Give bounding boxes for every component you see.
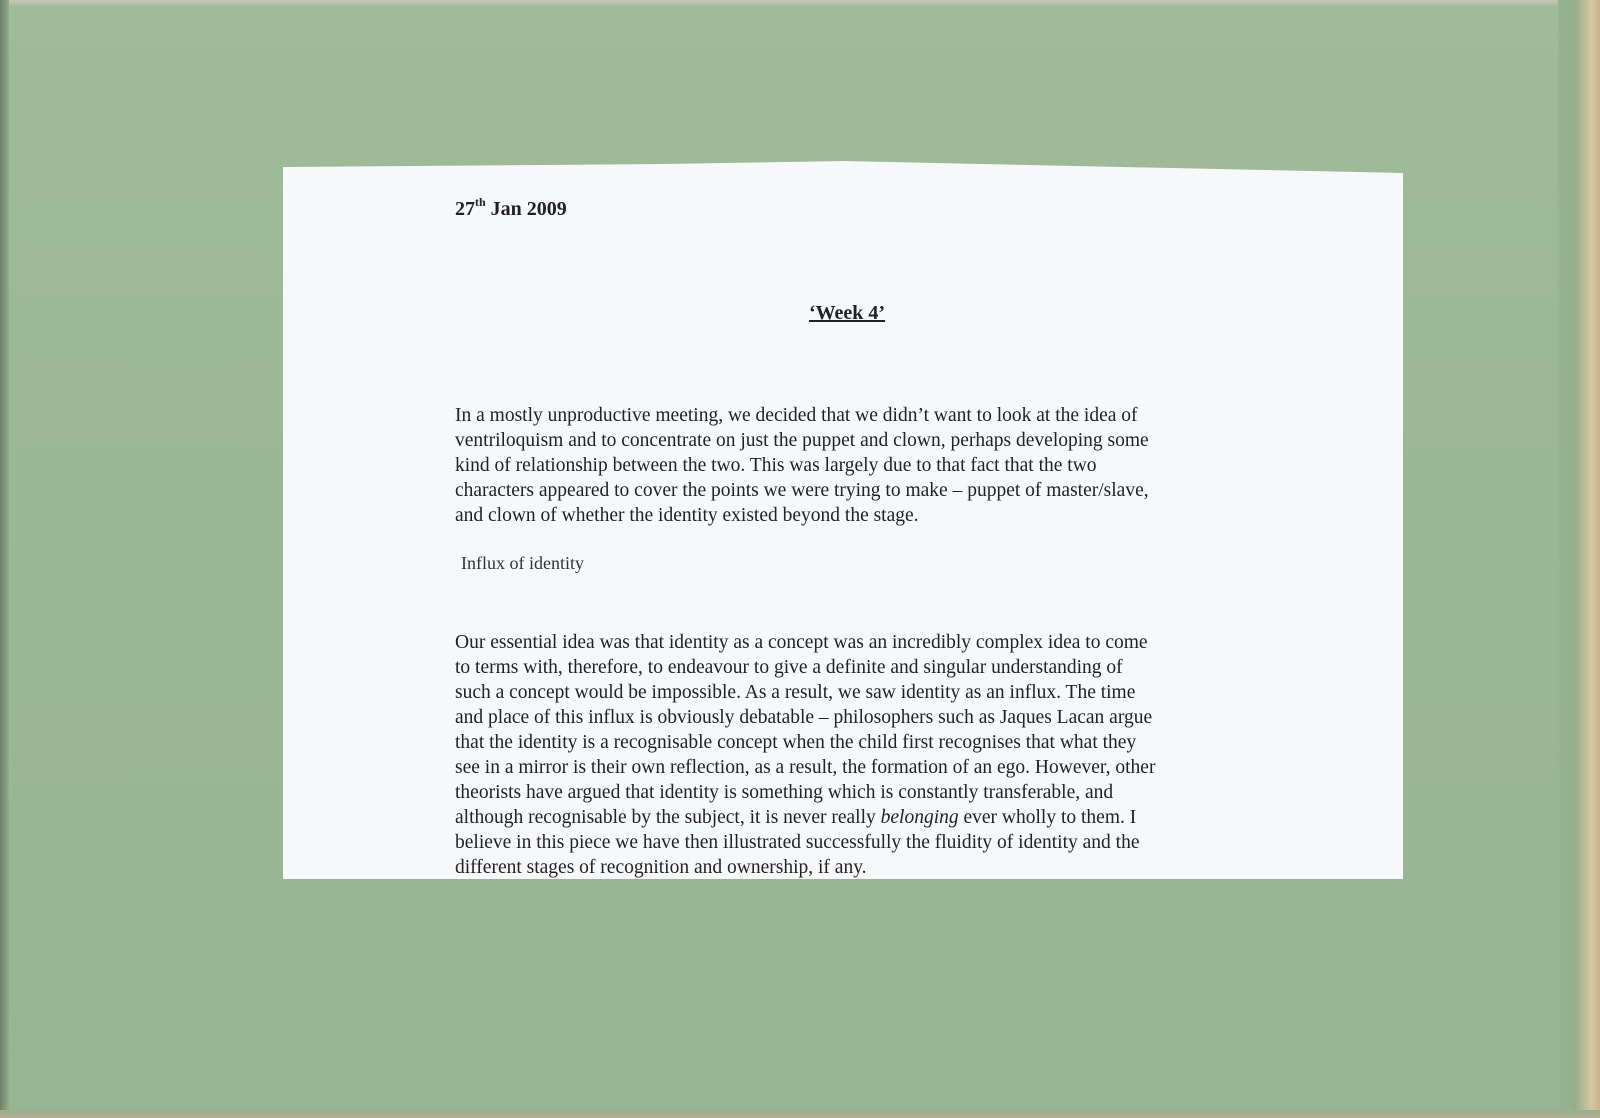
page-title: ‘Week 4’ bbox=[809, 302, 886, 324]
line-text-before: although recognisable by the subject, it is never really bbox=[455, 807, 881, 828]
italic-word: belonging bbox=[880, 807, 959, 828]
paragraph-identity bbox=[455, 630, 1255, 880]
paragraph-line: such a concept would be impossible. As a result, we saw identity as an influx. The time bbox=[455, 682, 1136, 703]
paragraph-line: characters appeared to cover the points we were trying to make – puppet of master/slave, bbox=[455, 480, 1149, 501]
paragraph-line: Our essential idea was that identity as a concept was an incredibly complex idea to come bbox=[455, 632, 1148, 653]
board-top-edge bbox=[0, 0, 1600, 6]
paragraph-line: believe in this piece we have then illustrated successfully the fluidity of identity and the bbox=[455, 832, 1140, 853]
section-subheading: Influx of identity bbox=[461, 553, 584, 573]
board-bottom-edge bbox=[0, 1110, 1600, 1118]
paragraph-line: In a mostly unproductive meeting, we decided that we didn’t want to look at the idea of bbox=[455, 405, 1138, 426]
paragraph-line: see in a mirror is their own reflection, as a result, the formation of an ego. However, other bbox=[455, 757, 1156, 778]
paragraph-line: that the identity is a recognisable concept when the child first recognises that what they bbox=[455, 732, 1137, 753]
paragraph-line: different stages of recognition and ownership, if any. bbox=[455, 857, 867, 878]
paragraph-line: and clown of whether the identity existed beyond the stage. bbox=[455, 505, 919, 526]
board-left-edge bbox=[0, 0, 9, 1118]
paragraph-line: ventriloquism and to concentrate on just the puppet and clown, perhaps developing some bbox=[455, 430, 1149, 451]
entry-date bbox=[455, 195, 567, 221]
paragraph-meeting bbox=[455, 403, 1255, 528]
line-text-after: ever wholly to them. I bbox=[958, 807, 1137, 828]
paragraph-line: and place of this influx is obviously debatable – philosophers such as Jaques Lacan argue bbox=[455, 707, 1153, 728]
date-day: 27 bbox=[455, 198, 475, 220]
date-suffix: th bbox=[475, 195, 486, 209]
date-month-year: Jan 2009 bbox=[485, 198, 567, 220]
paragraph-line: theorists have argued that identity is something which is constantly transferable, and bbox=[455, 782, 1114, 803]
paragraph-line: to terms with, therefore, to endeavour to give a definite and singular understanding of bbox=[455, 657, 1123, 678]
paragraph-line-with-italic bbox=[455, 805, 1255, 830]
paragraph-line: kind of relationship between the two. This was largely due to that fact that the two bbox=[455, 455, 1097, 476]
board-right-edge bbox=[1558, 0, 1600, 1118]
